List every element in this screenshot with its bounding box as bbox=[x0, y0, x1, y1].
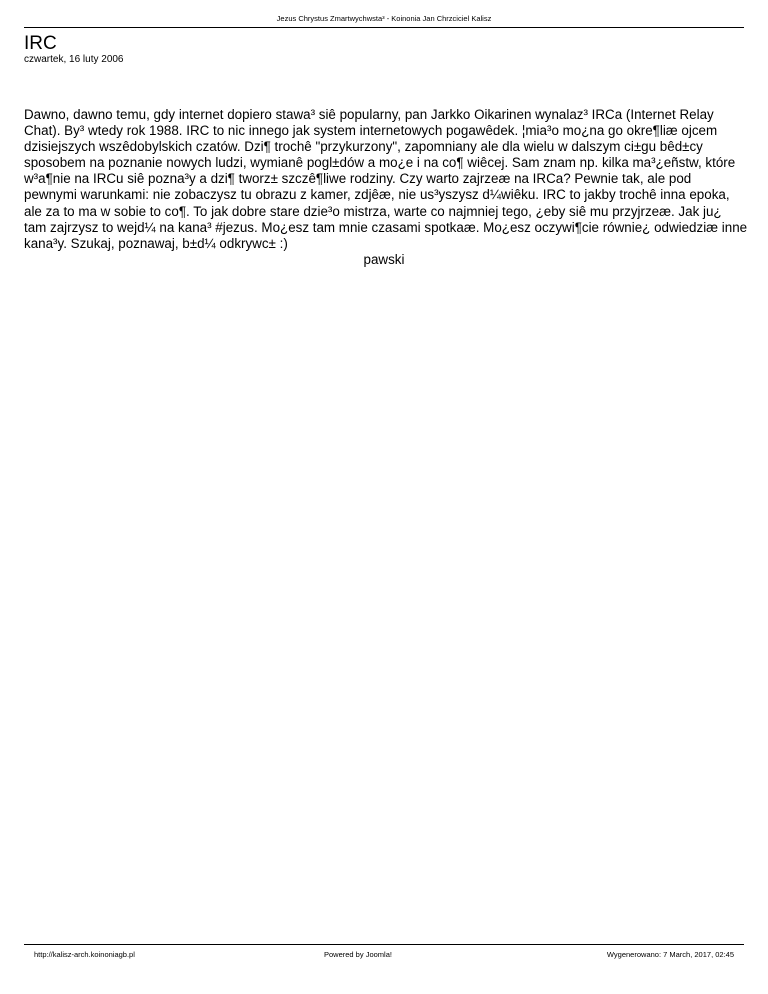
article-body-line: tam zajrzysz to wejd¼ na kana³ #jezus. Mo¿esz tam mnie czasami spotkaæ. Mo¿esz oczywi¶cie równie¿ odwiedziæ inne bbox=[24, 219, 748, 235]
article-title: IRC bbox=[24, 33, 57, 54]
footer-url-link[interactable]: http://kalisz-arch.koinoniagb.pl bbox=[34, 950, 135, 959]
footer-divider bbox=[24, 944, 744, 945]
article-author: pawski bbox=[363, 252, 405, 267]
article-body-line: dzisiejszych wszêdobylskich czatów. Dzi¶ trochê "przykurzony", zapomniany ale dla wielu w dalszym ci±gu bêd±cy bbox=[24, 139, 703, 155]
article-body-line: ale za to ma w sobie to co¶. To jak dobre stare dzie³o mistrza, warte co najmniej tego, ¿eby siê mu przyjrzeæ. Jak ju¿ bbox=[24, 203, 722, 219]
article-body-line: kana³y. Szukaj, poznawaj, b±d¼ odkrywc± :) bbox=[24, 235, 288, 251]
header-divider bbox=[24, 27, 744, 28]
footer-generated-timestamp: Wygenerowano: 7 March, 2017, 02:45 bbox=[606, 950, 734, 959]
article-body-line: sposobem na poznanie nowych ludzi, wymianê pogl±dów a mo¿e i na co¶ wiêcej. Sam znam np. kilka ma³¿eñstw, które bbox=[24, 155, 736, 171]
article-body-line: w³a¶nie na IRCu siê pozna³y a dzi¶ tworz± szczê¶liwe rodziny. Czy warto zajrzeæ na IRCa? Pewnie tak, ale pod bbox=[24, 171, 692, 187]
article-body-line: pewnymi warunkami: nie zobaczysz tu obrazu z kamer, zdjêæ, nie us³yszysz d¼wiêku. IRC to jakby trochê inna epoka, bbox=[24, 187, 730, 203]
site-header-title: Jezus Chrystus Zmartwychwsta³ - Koinonia Jan Chrzciciel Kalisz bbox=[276, 14, 492, 23]
article-body-line: Chat). By³ wtedy rok 1988. IRC to nic innego jak system internetowych pogawêdek. ¦mia³o mo¿na go okre¶liæ ojcem bbox=[24, 123, 718, 139]
article-body-line: Dawno, dawno temu, gdy internet dopiero stawa³ siê popularny, pan Jarkko Oikarinen wynalaz³ IRCa (Internet Relay bbox=[24, 107, 714, 122]
article-date: czwartek, 16 luty 2006 bbox=[24, 54, 124, 65]
article-body bbox=[24, 107, 752, 252]
footer-powered-by: Powered by Joomla! bbox=[324, 950, 392, 959]
